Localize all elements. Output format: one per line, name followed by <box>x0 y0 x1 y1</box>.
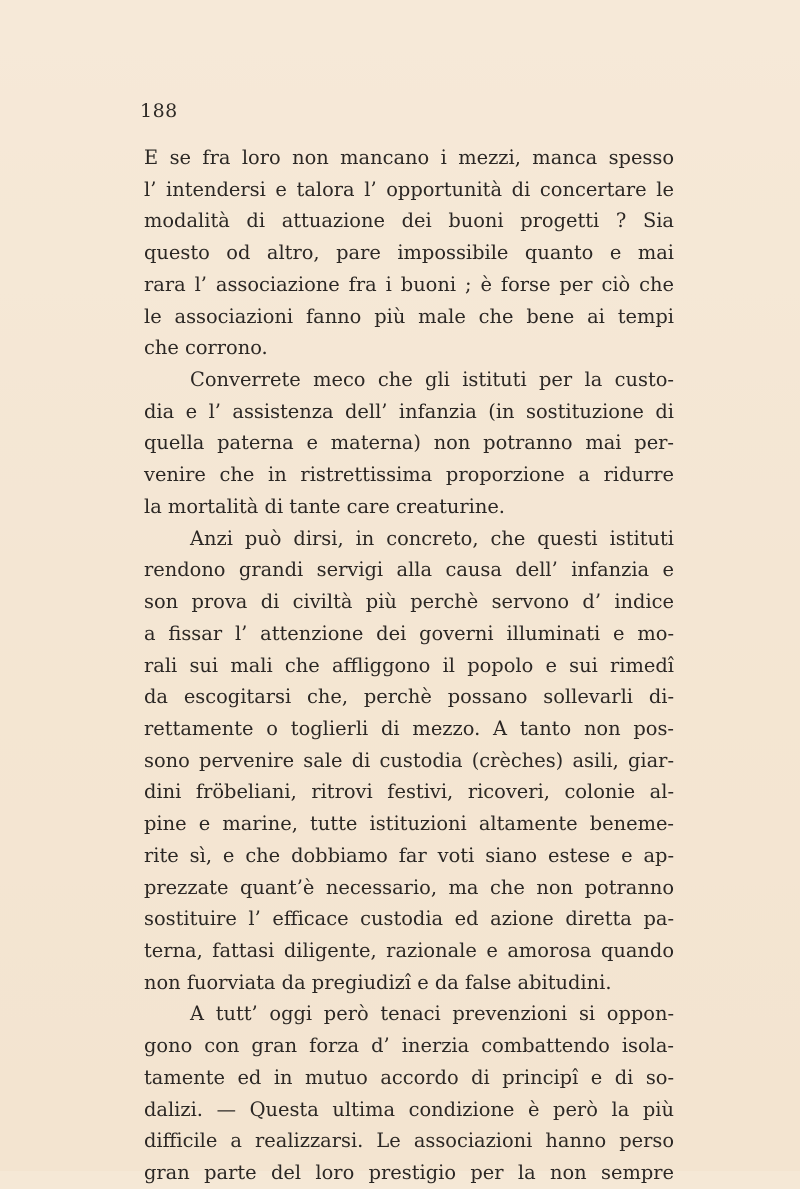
text-line: son prova di civiltà più perchè servono d’ indice <box>144 590 674 614</box>
text-line: dalizi. — Questa ultima condizione è però la più <box>144 1097 674 1121</box>
paragraph-end-line: non fuorviata da pregiudizî e da false abitudini. <box>144 970 612 994</box>
text-line: dini fröbeliani, ritrovi festivi, ricoveri, colonie al- <box>144 780 674 804</box>
text-line: E se fra loro non mancano i mezzi, manca spesso <box>144 146 674 169</box>
text-line: gran parte del loro prestigio per la non sempre <box>144 1161 674 1184</box>
text-line: venire che in ristrettissima proporzione a ridurre <box>144 463 674 487</box>
page-number: 188 <box>140 100 178 122</box>
text-line: pine e marine, tutte istituzioni altamente beneme- <box>144 812 674 836</box>
text-line: rara l’ associazione fra i buoni ; è forse per ciò che <box>144 272 674 296</box>
text-line: a fissar l’ attenzione dei governi illuminati e mo- <box>144 621 674 645</box>
text-line: terna, fattasi diligente, razionale e amorosa quando <box>144 938 674 962</box>
text-line: da escogitarsi che, perchè possano sollevarli di- <box>144 685 674 709</box>
text-line: prezzate quant’è necessario, ma che non potranno <box>144 875 674 899</box>
text-line: tamente ed in mutuo accordo di principî e di so- <box>144 1065 674 1089</box>
text-line: quella paterna e materna) non potranno mai per- <box>144 431 674 455</box>
paragraph-start-line: A tutt’ oggi però tenaci prevenzioni si oppon- <box>190 1002 674 1026</box>
text-line: le associazioni fanno più male che bene ai tempi <box>144 304 674 328</box>
paragraph-start-line: Converrete meco che gli istituti per la custo- <box>190 368 674 392</box>
body-text <box>144 142 674 1189</box>
paragraph-start-line: Anzi può dirsi, in concreto, che questi istituti <box>190 526 674 550</box>
text-line: rite sì, e che dobbiamo far voti siano estese e ap- <box>144 843 674 867</box>
text-line: sostituire l’ efficace custodia ed azione diretta pa- <box>144 907 674 931</box>
text-line: rali sui mali che affliggono il popolo e sui rimedî <box>144 653 674 677</box>
text-line: difficile a realizzarsi. Le associazioni hanno perso <box>144 1129 674 1153</box>
text-line: rendono grandi servigi alla causa dell’ infanzia e <box>144 558 674 582</box>
text-line: gono con gran forza d’ inerzia combattendo isola- <box>144 1034 674 1058</box>
text-line: l’ intendersi e talora l’ opportunità di concertare le <box>144 177 674 201</box>
text-line: dia e l’ assistenza dell’ infanzia (in sostituzione di <box>144 399 674 423</box>
text-line: questo od altro, pare impossibile quanto e mai <box>144 241 674 265</box>
text-line: modalità di attuazione dei buoni progetti ? Sia <box>144 209 674 233</box>
paragraph-end-line: la mortalità di tante care creaturine. <box>144 494 505 518</box>
text-line: sono pervenire sale di custodia (crèches) asili, giar- <box>144 748 674 772</box>
text-line: rettamente o toglierli di mezzo. A tanto non pos- <box>144 716 674 740</box>
paragraph-end-line: che corrono. <box>144 336 268 360</box>
